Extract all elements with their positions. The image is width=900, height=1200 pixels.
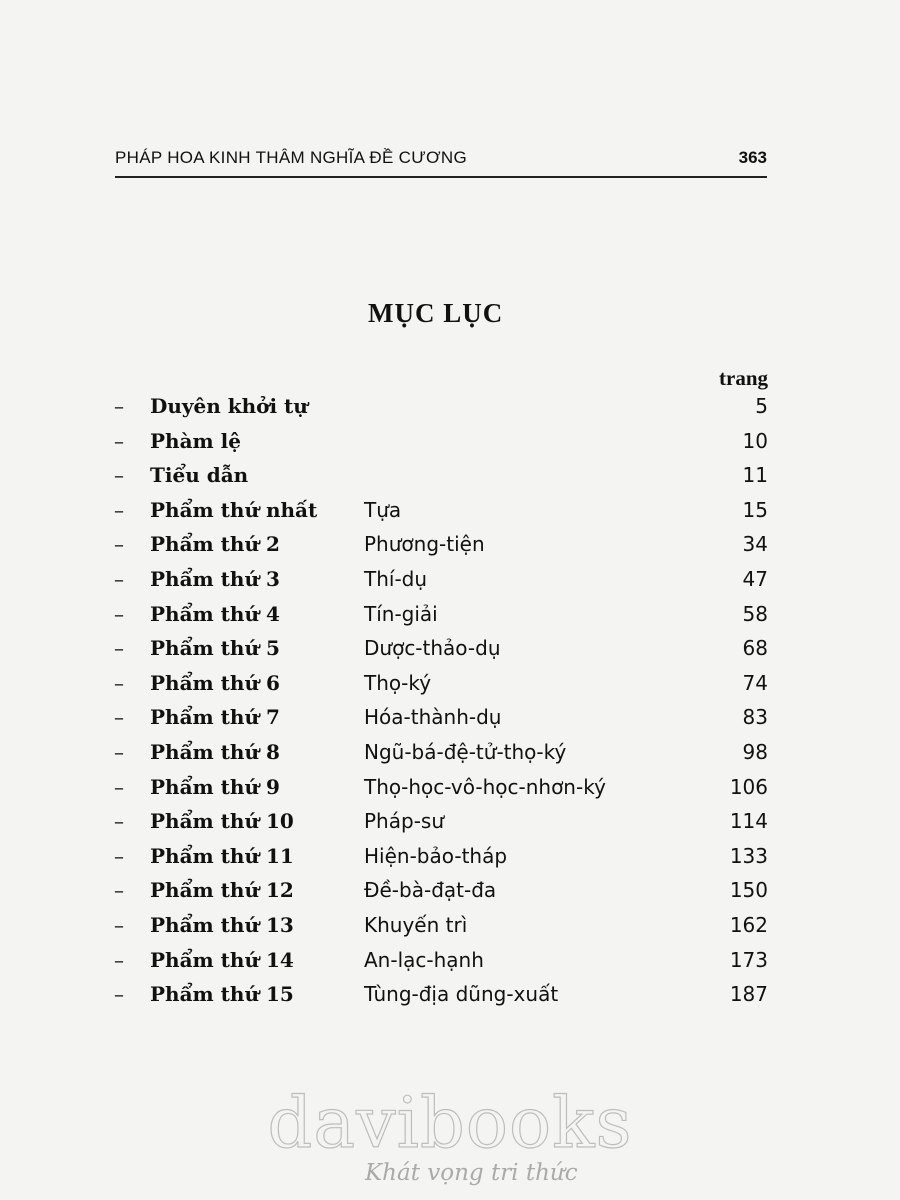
toc-title: MỤC LỤC: [368, 298, 504, 328]
toc-page-number: 68: [742, 636, 768, 660]
toc-page-number: 15: [742, 498, 768, 522]
toc-dash: –: [114, 532, 124, 556]
toc-entry: [0, 567, 900, 601]
toc-dash: –: [114, 463, 124, 487]
toc-entry-title: Thí-dụ: [364, 567, 428, 591]
toc-label: Phẩm thứ 13: [150, 913, 294, 937]
running-title: PHÁP HOA KINH THÂM NGHĨA ĐỀ CƯƠNG: [115, 148, 467, 167]
toc-entry-title: Tựa: [364, 498, 402, 522]
toc-entry: [0, 463, 900, 497]
toc-dash: –: [114, 982, 124, 1006]
toc-label: Phẩm thứ 5: [150, 636, 280, 660]
toc-entry: [0, 809, 900, 843]
toc-entry: [0, 671, 900, 705]
watermark-logo: davibooks: [267, 1082, 633, 1164]
toc-label: Phẩm thứ 11: [150, 844, 294, 868]
toc-entry: [0, 705, 900, 739]
toc-entry: [0, 740, 900, 774]
toc-entry-title: Thọ-ký: [364, 671, 432, 695]
toc-label: Phẩm thứ 6: [150, 671, 280, 695]
toc-label: Phẩm thứ 9: [150, 775, 280, 799]
page-number: 363: [738, 148, 767, 167]
toc-label: Phẩm thứ 10: [150, 809, 294, 833]
toc-label: Phẩm thứ 3: [150, 567, 280, 591]
toc-page-number: 98: [742, 740, 768, 764]
toc-dash: –: [114, 844, 124, 868]
toc-entry-title: Phương-tiện: [364, 532, 485, 556]
toc-entry-title: Tùng-địa dũng-xuất: [364, 982, 559, 1006]
toc-entry: [0, 982, 900, 1016]
toc-dash: –: [114, 878, 124, 902]
toc-dash: –: [114, 740, 124, 764]
toc-label: Phẩm thứ 14: [150, 948, 294, 972]
toc-dash: –: [114, 671, 124, 695]
toc-label: Tiểu dẫn: [150, 463, 249, 487]
toc-dash: –: [114, 809, 124, 833]
toc-page-number: 10: [742, 429, 768, 453]
toc-page-number: 187: [729, 982, 768, 1006]
toc-entry-title: An-lạc-hạnh: [364, 948, 484, 972]
toc-dash: –: [114, 394, 124, 418]
toc-page-number: 106: [729, 775, 768, 799]
toc-entry-title: Ngũ-bá-đệ-tử-thọ-ký: [364, 740, 567, 764]
toc-page-number: 150: [729, 878, 768, 902]
toc-dash: –: [114, 775, 124, 799]
toc-page-number: 173: [729, 948, 768, 972]
toc-entry: [0, 498, 900, 532]
toc-dash: –: [114, 498, 124, 522]
toc-label: Phẩm thứ 12: [150, 878, 294, 902]
toc-page-number: 74: [742, 671, 768, 695]
toc-entry: [0, 532, 900, 566]
toc-entry: [0, 948, 900, 982]
toc-page-number: 133: [729, 844, 768, 868]
toc-dash: –: [114, 636, 124, 660]
toc-entry: [0, 636, 900, 670]
toc-label: Phẩm thứ 4: [150, 602, 280, 626]
toc-entry: [0, 878, 900, 912]
toc-entry: [0, 429, 900, 463]
toc-label: Phẩm thứ 2: [150, 532, 280, 556]
toc-entry-title: Khuyến trì: [364, 913, 468, 937]
toc-entry-title: Hóa-thành-dụ: [364, 705, 502, 729]
toc-entry: [0, 844, 900, 878]
toc-entry-title: Thọ-học-vô-học-nhơn-ký: [364, 775, 606, 799]
toc-entry-title: Pháp-sư: [364, 809, 444, 833]
toc-dash: –: [114, 913, 124, 937]
toc-dash: –: [114, 948, 124, 972]
toc-label: Duyên khởi tự: [150, 394, 308, 418]
toc-page-number: 11: [742, 463, 768, 487]
toc-label: Phẩm thứ 8: [150, 740, 280, 764]
toc-page-number: 58: [742, 602, 768, 626]
toc-page-number: 5: [755, 394, 768, 418]
toc-dash: –: [114, 705, 124, 729]
toc-page-number: 34: [742, 532, 768, 556]
toc-entry: [0, 394, 900, 428]
toc-entry: [0, 913, 900, 947]
toc-entry-title: Tín-giải: [364, 602, 438, 626]
toc-page-number: 114: [729, 809, 768, 833]
toc-entry-title: Hiện-bảo-tháp: [364, 844, 508, 868]
toc-page-number: 162: [729, 913, 768, 937]
toc-dash: –: [114, 602, 124, 626]
toc-label: Phàm lệ: [150, 429, 241, 453]
page-column-label: trang: [719, 366, 768, 390]
toc-entry-title: Dược-thảo-dụ: [364, 636, 501, 660]
toc-label: Phẩm thứ 7: [150, 705, 280, 729]
toc-dash: –: [114, 429, 124, 453]
running-head: [115, 148, 767, 178]
toc-page-number: 47: [742, 567, 768, 591]
toc-label: Phẩm thứ nhất: [150, 498, 318, 522]
toc-dash: –: [114, 567, 124, 591]
toc-entry: [0, 602, 900, 636]
toc-entry: [0, 775, 900, 809]
toc-label: Phẩm thứ 15: [150, 982, 294, 1006]
toc-entry-title: Đề-bà-đạt-đa: [364, 878, 497, 902]
toc-page-number: 83: [742, 705, 768, 729]
watermark-tagline: Khát vọng tri thức: [365, 1160, 578, 1186]
